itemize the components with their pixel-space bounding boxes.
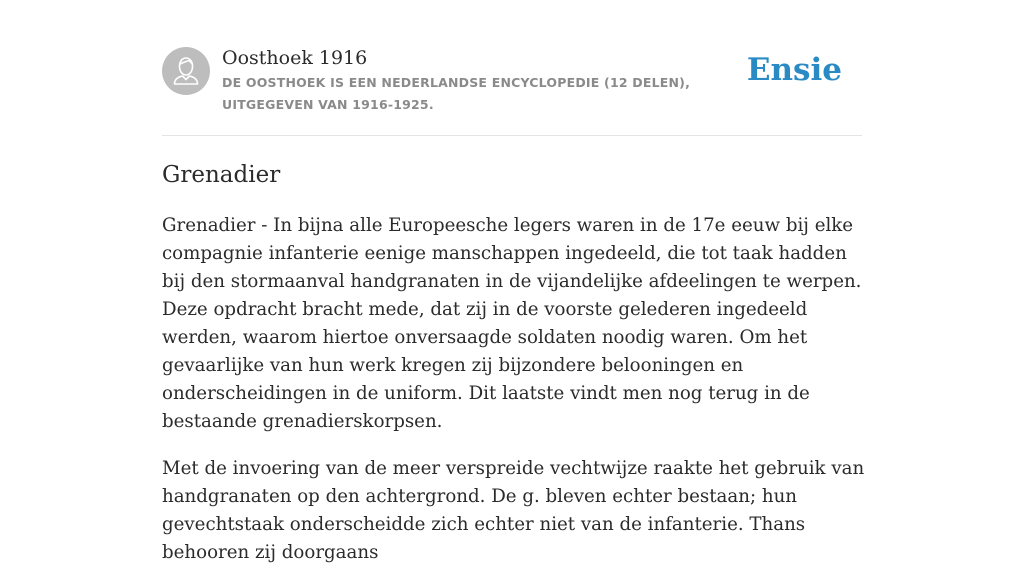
source-description: DE OOSTHOEK IS EEN NEDERLANDSE ENCYCLOPEDIE (12 DELEN), UITGEGEVEN VAN 1916-1925.: [222, 75, 691, 112]
article-body: [162, 212, 874, 586]
article-paragraph: Grenadier - In bijna alle Europeesche legers waren in de 17e eeuw bij elke compagnie infanterie eenige manschappen ingedeeld, die tot taak hadden bij den stormaanval handgranaten in de vijandelijke afdeelingen te werpen. Deze opdracht bracht mede, dat zij in de voorste gelederen ingedeeld werden, waarom hiertoe onversaagde soldaten noodig waren. Om het gevaarlijke van hun werk kregen zij bijzondere belooningen en onderscheidingen in de uniform. Dit laatste vindt men nog terug in de bestaande grenadierskorpsen.: [162, 215, 862, 432]
source-header: [162, 44, 862, 136]
user-icon: [162, 47, 210, 95]
source-name[interactable]: Oosthoek 1916: [222, 47, 368, 69]
ensie-logo[interactable]: Ensie: [746, 52, 842, 88]
avatar[interactable]: [162, 47, 210, 95]
article-title: Grenadier: [162, 162, 281, 188]
article-paragraph: Met de invoering van de meer verspreide vechtwijze raakte het gebruik van handgranaten op den achtergrond. De g. bleven echter bestaan; hun gevechtstaak onderscheidde zich echter niet van de infanterie. Thans behooren zij doorgaans: [162, 458, 865, 563]
